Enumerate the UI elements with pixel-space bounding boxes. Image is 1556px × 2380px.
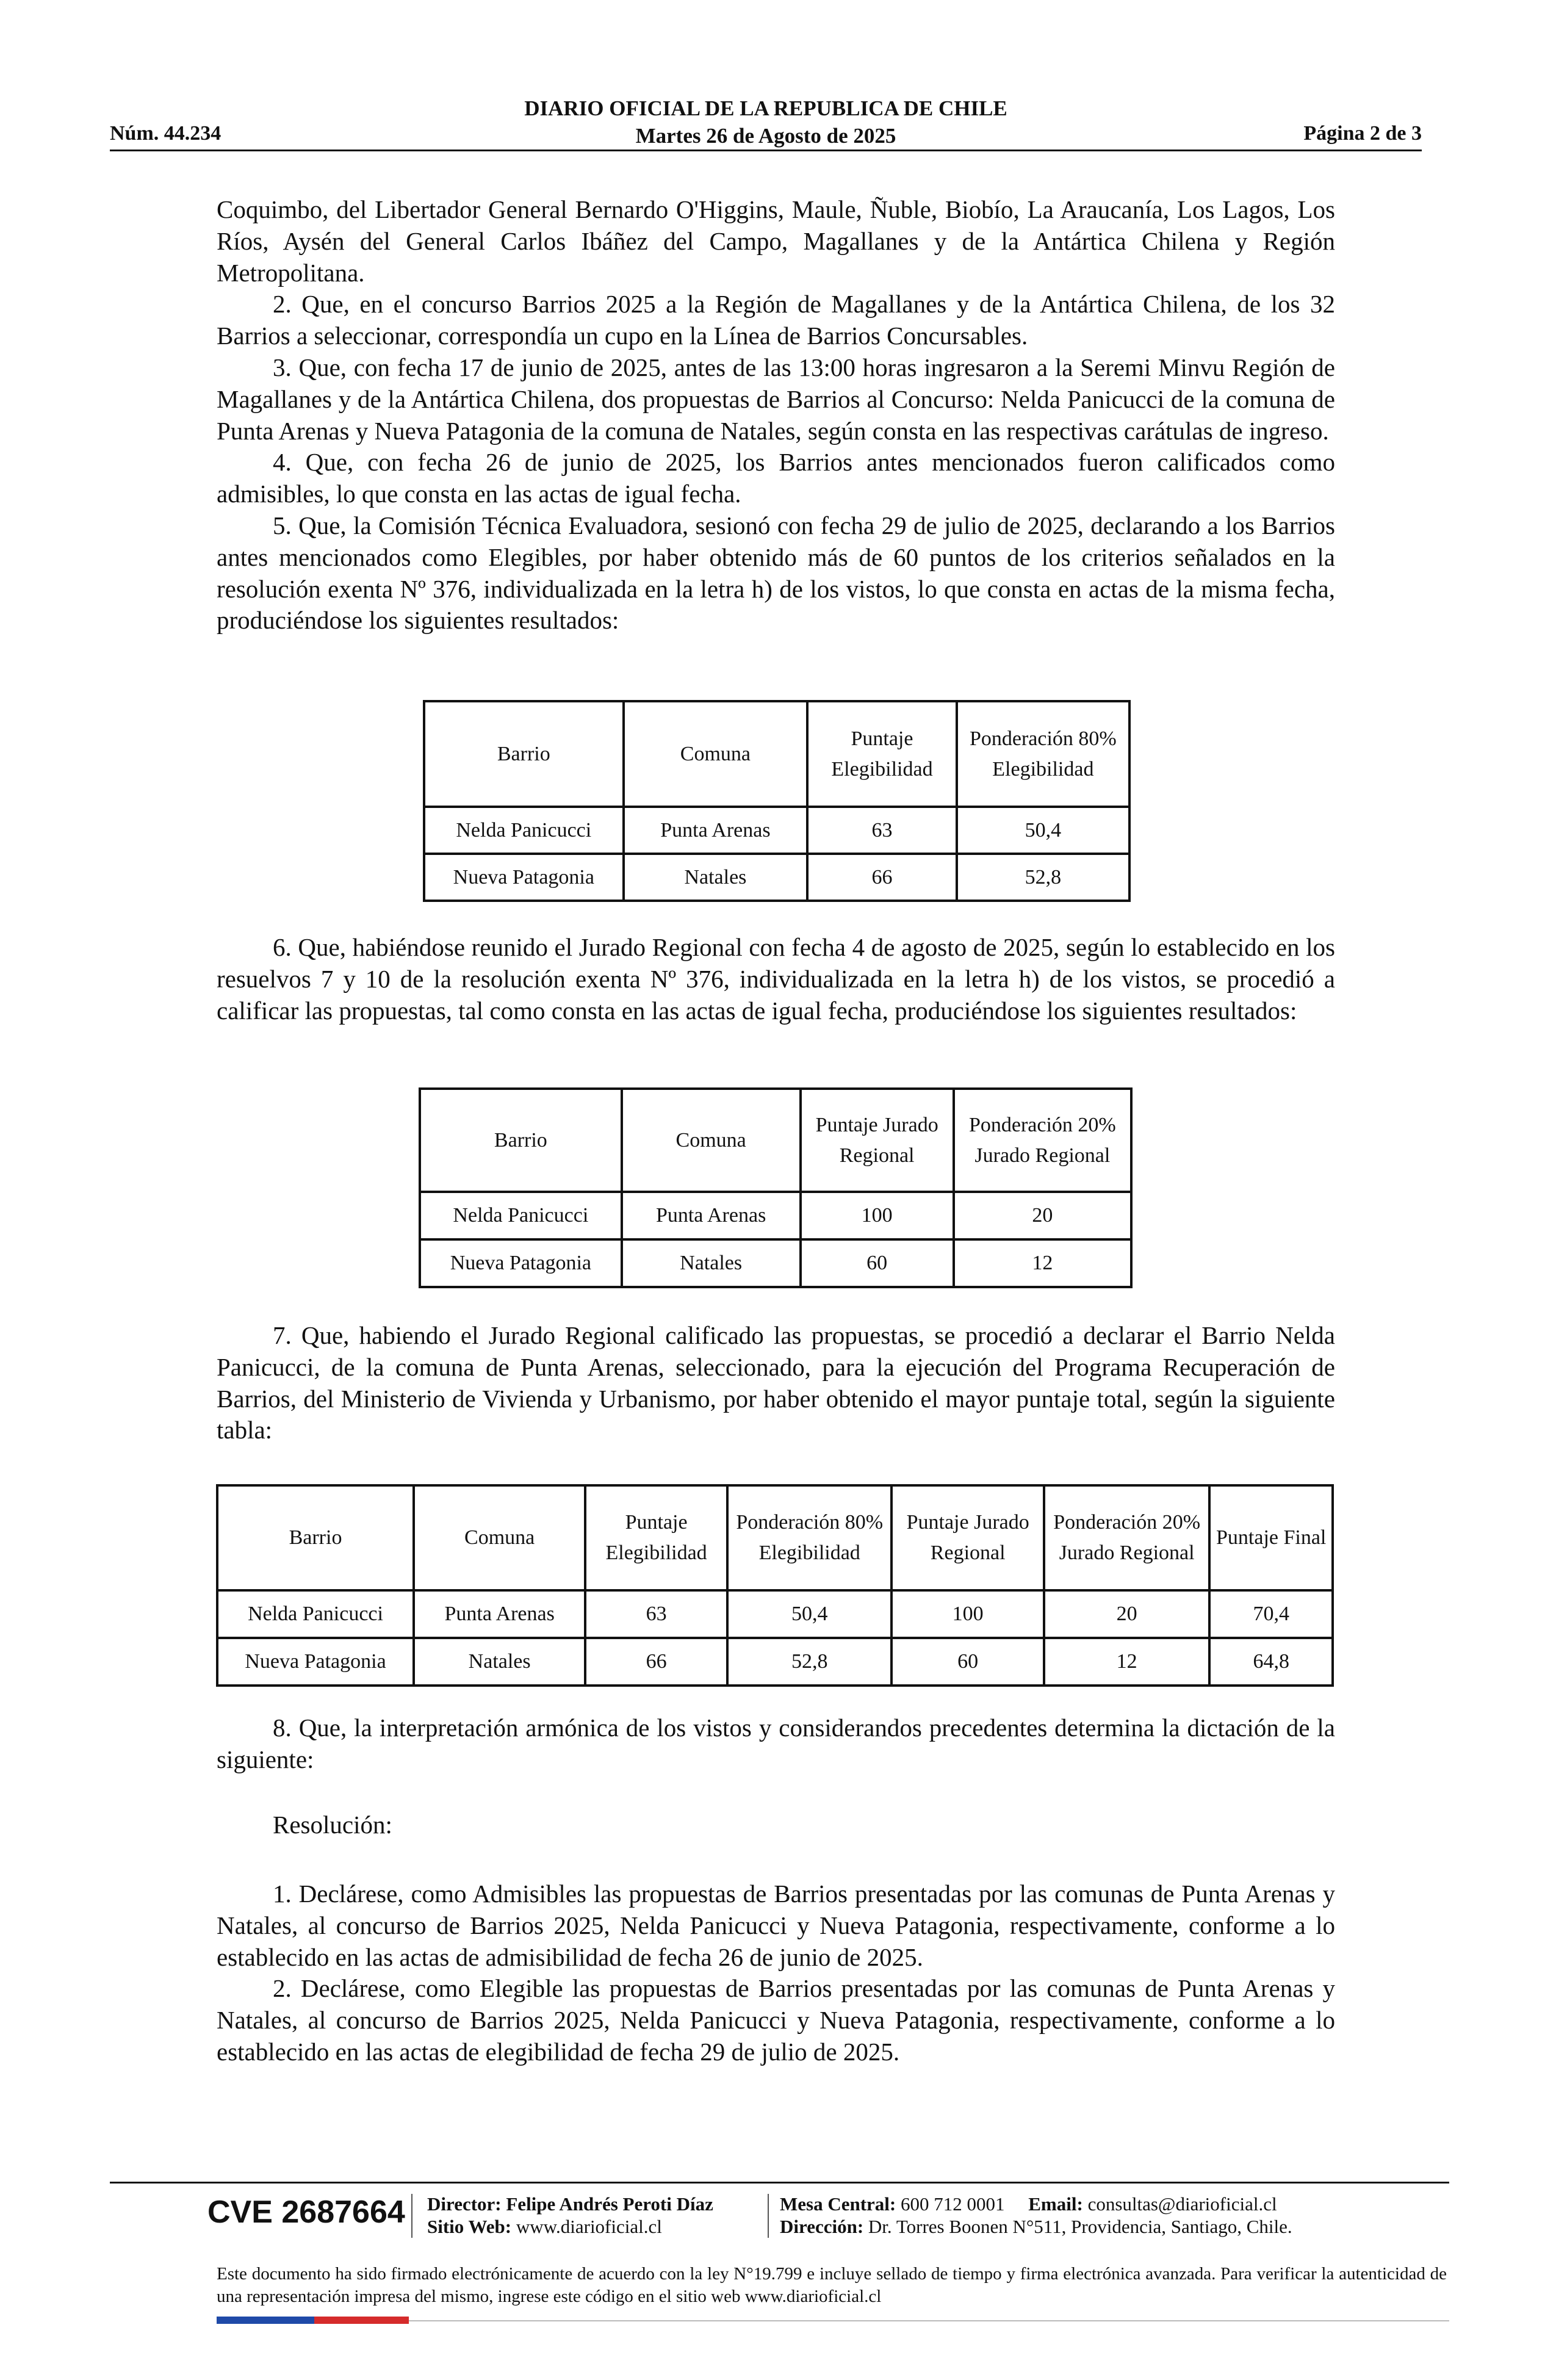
text-block-2: [217, 932, 1335, 1026]
table-row: [424, 807, 1129, 854]
paragraph-6: 6. Que, habiéndose reunido el Jurado Regional con fecha 4 de agosto de 2025, según lo establecido en los resuelvos 7 y 10 de la resolución exenta Nº 376, individualizada en la letra h) de los vistos, se procedió a calificar las propuestas, tal como consta en las actas de igual fecha, produciéndose los siguientes resultados:: [217, 933, 1335, 1025]
resolution-item-2: 2. Declárese, como Elegible las propuestas de Barrios presentadas por las comunas de Punta Arenas y Natales, al concurso de Barrios 2025, Nelda Panicucci y Nueva Patagonia, respectivamente, conforme a lo establecido en las actas de elegibilidad de fecha 29 de julio de 2025.: [217, 1974, 1335, 2066]
table-cell: 63: [585, 1590, 727, 1638]
table-cell: 50,4: [727, 1590, 892, 1638]
flag-blue-segment: [217, 2317, 314, 2324]
table-header-cell: Puntaje Elegibilidad: [585, 1485, 727, 1590]
flag-red-segment: [314, 2317, 409, 2324]
publication-title: DIARIO OFICIAL DE LA REPUBLICA DE CHILE: [524, 96, 1007, 120]
table-cell: 70,4: [1209, 1590, 1333, 1638]
footer-director-info: [427, 2193, 713, 2238]
footer-signature-note: Este documento ha sido firmado electrónicamente de acuerdo con la ley N°19.799 e incluye sellado de tiempo y firma electrónica avanzada. Para verificar la autenticidad de una representación impresa del mismo, ingrese este código en el sitio web www.diarioficial.cl: [217, 2264, 1447, 2306]
table-header-row: [420, 1089, 1131, 1192]
table-header-cell: Barrio: [420, 1089, 622, 1192]
table-cell: Nueva Patagonia: [217, 1638, 414, 1686]
table-cell: Natales: [414, 1638, 585, 1686]
text-block-3: [217, 1320, 1335, 1446]
table-header-cell: Ponderación 80% Elegibilidad: [727, 1485, 892, 1590]
site-link[interactable]: www.diarioficial.cl: [516, 2216, 662, 2237]
address-label: Dirección:: [780, 2216, 864, 2237]
footer-contact-info: [780, 2193, 1292, 2238]
table-row: [420, 1239, 1131, 1287]
footer-site-line: [427, 2215, 713, 2238]
table-header-cell: Puntaje Elegibilidad: [807, 701, 957, 807]
paragraph-intro: Coquimbo, del Libertador General Bernardo O'Higgins, Maule, Ñuble, Biobío, La Araucanía, Los Lagos, Los Ríos, Aysén del General Carlos Ibáñez del Campo, Magallanes y de la Antártica Chilena y Región Metropolitana.: [217, 195, 1335, 287]
email-link[interactable]: consultas@diarioficial.cl: [1087, 2193, 1277, 2215]
text-block-5: [217, 1809, 1335, 1841]
director-label: Director:: [427, 2193, 502, 2215]
footer-separator: [768, 2194, 769, 2238]
table-eligibility: [423, 700, 1131, 902]
text-block-6: [217, 1878, 1335, 2068]
table-cell: 66: [807, 854, 957, 901]
paragraph-2: 2. Que, en el concurso Barrios 2025 a la Región de Magallanes y de la Antártica Chilena, de los 32 Barrios a seleccionar, correspondía un cupo en la Línea de Barrios Concursables.: [217, 290, 1335, 350]
cve-code: CVE 2687664: [207, 2194, 405, 2230]
table-row: [424, 854, 1129, 901]
text-block-4: [217, 1712, 1335, 1776]
table-cell: 66: [585, 1638, 727, 1686]
table-jury: [419, 1087, 1133, 1288]
table-final-score: [216, 1484, 1334, 1687]
table-header-cell: Puntaje Jurado Regional: [801, 1089, 954, 1192]
address-text: Dr. Torres Boonen N°511, Providencia, Santiago, Chile.: [868, 2216, 1292, 2237]
table-cell: 12: [954, 1239, 1131, 1287]
table-cell: Natales: [622, 1239, 801, 1287]
table-header-cell: Comuna: [622, 1089, 801, 1192]
table-cell: Nelda Panicucci: [217, 1590, 414, 1638]
text-block-1: [217, 194, 1335, 636]
page-number: Página 2 de 3: [1303, 122, 1422, 145]
flag-color-bar: [217, 2317, 409, 2324]
table-cell: 64,8: [1209, 1638, 1333, 1686]
table-header-cell: Barrio: [424, 701, 624, 807]
email-label: Email:: [1028, 2193, 1083, 2215]
mesa-phone: 600 712 0001: [901, 2193, 1005, 2215]
table-cell: Punta Arenas: [624, 807, 808, 854]
table-cell: Punta Arenas: [622, 1192, 801, 1239]
table-row: [217, 1590, 1333, 1638]
table-header-cell: Puntaje Jurado Regional: [891, 1485, 1043, 1590]
footer-contact-line: [780, 2193, 1292, 2215]
paragraph-8: 8. Que, la interpretación armónica de los vistos y considerandos precedentes determina la dictación de la siguiente:: [217, 1714, 1335, 1773]
table-header-row: [217, 1485, 1333, 1590]
header-center: [110, 95, 1422, 150]
page-header: [110, 92, 1422, 151]
table-header-cell: Barrio: [217, 1485, 414, 1590]
table-cell: 12: [1044, 1638, 1210, 1686]
table-row: [420, 1192, 1131, 1239]
table-cell: Nelda Panicucci: [420, 1192, 622, 1239]
resolution-item-1: 1. Declárese, como Admisibles las propuestas de Barrios presentadas por las comunas de Punta Arenas y Natales, al concurso de Barrios 2025, Nelda Panicucci y Nueva Patagonia, respectivamente, conforme a lo establecido en las actas de admisibilidad de fecha 26 de junio de 2025.: [217, 1880, 1335, 1971]
mesa-label: Mesa Central:: [780, 2193, 896, 2215]
footer-address-line: [780, 2215, 1292, 2238]
table-cell: 63: [807, 807, 957, 854]
director-name: Felipe Andrés Peroti Díaz: [506, 2193, 713, 2215]
paragraph-4: 4. Que, con fecha 26 de junio de 2025, los Barrios antes mencionados fueron calificados como admisibles, lo que consta en las actas de igual fecha.: [217, 448, 1335, 508]
table-cell: 50,4: [957, 807, 1129, 854]
table-cell: 60: [891, 1638, 1043, 1686]
paragraph-5: 5. Que, la Comisión Técnica Evaluadora, sesionó con fecha 29 de julio de 2025, declarando a los Barrios antes mencionados como Elegibles, por haber obtenido más de 60 puntos de los criterios señalados en la resolución exenta Nº 376, individualizada en la letra h) de los vistos, lo que consta en actas de la misma fecha, produciéndose los siguientes resultados:: [217, 511, 1335, 635]
table-cell: 20: [1044, 1590, 1210, 1638]
issue-number: Núm. 44.234: [110, 122, 222, 145]
paragraph-7: 7. Que, habiendo el Jurado Regional calificado las propuestas, se procedió a declarar el Barrio Nelda Panicucci, de la comuna de Punta Arenas, seleccionado, para la ejecución del Programa Recuperación de Barrios, del Ministerio de Vivienda y Urbanismo, por haber obtenido el mayor puntaje total, según la siguiente tabla:: [217, 1321, 1335, 1444]
table-header-cell: Ponderación 20% Jurado Regional: [954, 1089, 1131, 1192]
table-cell: Nueva Patagonia: [420, 1239, 622, 1287]
table-cell: Nueva Patagonia: [424, 854, 624, 901]
footer-divider: [110, 2182, 1449, 2183]
table-header-cell: Comuna: [624, 701, 808, 807]
table-cell: 52,8: [957, 854, 1129, 901]
table-header-cell: Ponderación 20% Jurado Regional: [1044, 1485, 1210, 1590]
footer-director-line: [427, 2193, 713, 2215]
footer-separator: [411, 2194, 412, 2238]
table-cell: Nelda Panicucci: [424, 807, 624, 854]
table-row: [217, 1638, 1333, 1686]
site-label: Sitio Web:: [427, 2216, 512, 2237]
paragraph-3: 3. Que, con fecha 17 de junio de 2025, antes de las 13:00 horas ingresaron a la Seremi Minvu Región de Magallanes y de la Antártica Chilena, dos propuestas de Barrios al Concurso: Nelda Panicucci de la comuna de Punta Arenas y Nueva Patagonia de la comuna de Natales, según consta en las respectivas carátulas de ingreso.: [217, 353, 1335, 445]
table-cell: 52,8: [727, 1638, 892, 1686]
table-cell: 60: [801, 1239, 954, 1287]
table-header-cell: Comuna: [414, 1485, 585, 1590]
publication-date: Martes 26 de Agosto de 2025: [635, 124, 896, 148]
table-header-cell: Puntaje Final: [1209, 1485, 1333, 1590]
resolution-heading: Resolución:: [273, 1811, 392, 1839]
table-header-cell: Ponderación 80% Elegibilidad: [957, 701, 1129, 807]
table-cell: Natales: [624, 854, 808, 901]
table-cell: Punta Arenas: [414, 1590, 585, 1638]
table-cell: 100: [801, 1192, 954, 1239]
table-header-row: [424, 701, 1129, 807]
table-cell: 100: [891, 1590, 1043, 1638]
table-cell: 20: [954, 1192, 1131, 1239]
